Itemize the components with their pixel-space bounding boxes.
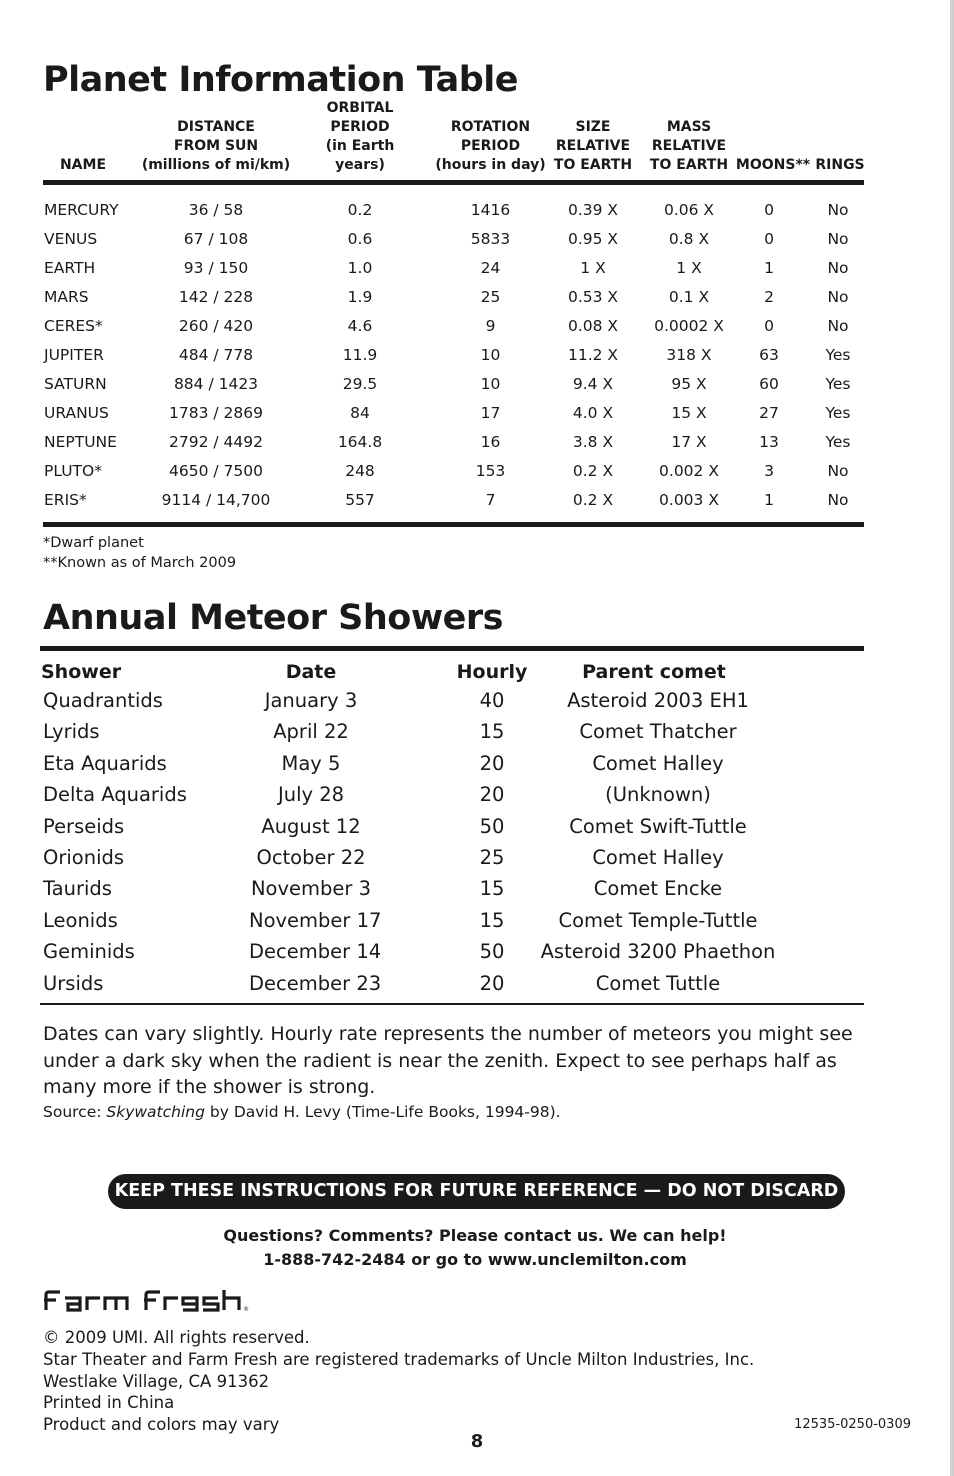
planet-moons: 2: [764, 288, 774, 306]
meteor-row: [40, 968, 864, 999]
planet-size: 4.0 X: [572, 404, 614, 422]
shower-date: November 17: [249, 908, 382, 932]
header-moons: MOONS**: [735, 157, 811, 173]
contact-line-1: Questions? Comments? Please contact us. We can help!: [223, 1226, 727, 1245]
planet-distance: 36 / 58: [188, 201, 244, 219]
planet-rings: No: [827, 230, 849, 248]
shower-hourly: 25: [479, 845, 505, 869]
farm-fresh-logo: [43, 1289, 265, 1317]
planet-size: 11.2 X: [567, 346, 619, 364]
header-orbital: ORBITAL PERIOD (in Earth years): [325, 100, 395, 173]
planet-mass: 0.002 X: [659, 462, 719, 480]
shower-hourly: 15: [479, 720, 505, 744]
meteor-description: Dates can vary slightly. Hourly rate represents the number of meteors you might see under a dark sky when the radient is near the zenith. Expect to see perhaps half as many more if the shower is strong.: [43, 1023, 853, 1098]
planet-name: CERES*: [44, 317, 103, 335]
meteor-row: [40, 873, 864, 904]
header-parent-comet: Parent comet: [582, 661, 726, 683]
header-hourly: Hourly: [456, 661, 528, 683]
planet-size: 0.2 X: [572, 491, 614, 509]
planet-distance: 93 / 150: [183, 259, 249, 277]
planet-mass: 15 X: [671, 404, 707, 422]
header-size: SIZE RELATIVE TO EARTH: [553, 119, 633, 173]
planet-table-body: [43, 185, 864, 527]
planet-distance: 67 / 108: [183, 230, 249, 248]
meteor-row: [40, 936, 864, 967]
planet-orbital-period: 1.0: [347, 259, 373, 277]
planet-rings: Yes: [825, 346, 851, 364]
page-number: 8: [470, 1431, 484, 1452]
planet-name: URANUS: [44, 404, 109, 422]
shower-date: July 28: [277, 783, 345, 807]
meteor-table-header: [40, 651, 864, 685]
shower-parent-comet: Comet Halley: [592, 751, 724, 775]
shower-date: April 22: [273, 720, 349, 744]
planet-distance: 884 / 1423: [173, 375, 259, 393]
planet-row: [43, 429, 864, 458]
planet-size: 1 X: [580, 259, 606, 277]
header-distance: DISTANCE FROM SUN (millions of mi/km): [141, 119, 291, 173]
shower-hourly: 50: [479, 814, 505, 838]
shower-name: Quadrantids: [43, 689, 163, 712]
planet-row: [43, 284, 864, 313]
meteor-source: [43, 1103, 561, 1121]
planet-mass: 0.1 X: [668, 288, 710, 306]
planet-orbital-period: 164.8: [337, 433, 383, 451]
header-rings: RINGS: [815, 157, 865, 173]
planet-row: [43, 197, 864, 226]
meteor-row: [40, 748, 864, 779]
planet-distance: 9114 / 14,700: [161, 491, 271, 509]
shower-hourly: 20: [479, 783, 505, 807]
registered-mark: ®: [243, 1306, 249, 1313]
contact-line-2: 1-888-742-2484 or go to www.unclemilton.com: [263, 1250, 687, 1269]
legal-line-4: Printed in China: [43, 1393, 175, 1413]
shower-parent-comet: Comet Thatcher: [579, 720, 737, 744]
shower-name: Leonids: [43, 908, 118, 932]
planet-rings: No: [827, 288, 849, 306]
shower-parent-comet: Asteroid 3200 Phaethon: [540, 940, 776, 964]
planet-moons: 1: [764, 259, 774, 277]
shower-date: May 5: [281, 751, 341, 775]
planet-mass: 0.003 X: [659, 491, 719, 509]
planet-size: 0.08 X: [567, 317, 619, 335]
planet-distance: 4650 / 7500: [169, 462, 263, 480]
shower-date: December 23: [249, 971, 382, 995]
planet-name: EARTH: [44, 259, 96, 277]
legal-line-1: © 2009 UMI. All rights reserved.: [43, 1328, 310, 1347]
planet-rotation-period: 16: [480, 433, 501, 451]
planet-mass: 318 X: [666, 346, 712, 364]
shower-date: January 3: [264, 689, 358, 712]
planet-distance: 1783 / 2869: [169, 404, 263, 422]
planet-mass: 17 X: [671, 433, 707, 451]
planet-mass: 0.06 X: [663, 201, 715, 219]
meteor-row: [40, 811, 864, 842]
planet-row: [43, 226, 864, 255]
meteor-table: [40, 646, 864, 1005]
planet-row: [43, 487, 864, 516]
planet-rings: Yes: [825, 404, 851, 422]
meteor-row: [40, 779, 864, 810]
note-dwarf: *Dwarf planet: [43, 535, 144, 551]
shower-parent-comet: Comet Encke: [593, 877, 723, 901]
shower-hourly: 40: [479, 689, 505, 712]
contact-info: [0, 1224, 950, 1272]
shower-hourly: 20: [479, 971, 505, 995]
shower-name: Perseids: [43, 814, 125, 838]
planet-orbital-period: 0.6: [347, 230, 373, 248]
planet-mass: 1 X: [676, 259, 702, 277]
legal-text: [43, 1327, 754, 1436]
planet-mass: 95 X: [671, 375, 707, 393]
planet-table: [43, 100, 865, 527]
planet-size: 9.4 X: [572, 375, 614, 393]
planet-moons: 60: [759, 375, 779, 393]
shower-date: August 12: [261, 814, 361, 838]
planet-rotation-period: 7: [485, 491, 496, 509]
shower-hourly: 20: [479, 751, 505, 775]
header-shower: Shower: [41, 661, 122, 683]
farm-fresh-logo-graphic: [43, 1289, 265, 1317]
planet-distance: 484 / 778: [178, 346, 254, 364]
planet-orbital-period: 248: [345, 462, 375, 480]
planet-orbital-period: 4.6: [347, 317, 373, 335]
planet-row: [43, 371, 864, 400]
planet-name: NEPTUNE: [44, 433, 117, 451]
page-edge: [950, 0, 954, 1476]
legal-line-5: Product and colors may vary: [43, 1415, 280, 1435]
shower-parent-comet: Comet Swift-Tuttle: [569, 814, 747, 838]
planet-moons: 0: [764, 230, 774, 248]
planet-table-title: Planet Information Table: [43, 60, 519, 100]
legal-line-2: Star Theater and Farm Fresh are registered trademarks of Uncle Milton Industries, Inc.: [43, 1349, 755, 1369]
planet-row: [43, 313, 864, 342]
source-suffix: by David H. Levy (Time-Life Books, 1994-98).: [204, 1103, 561, 1121]
shower-name: Taurids: [43, 877, 112, 901]
planet-mass: 0.0002 X: [654, 317, 724, 335]
planet-name: PLUTO*: [44, 462, 102, 480]
planet-rings: No: [827, 201, 849, 219]
shower-hourly: 15: [479, 877, 505, 901]
header-rotation: ROTATION PERIOD (hours in day): [435, 119, 546, 173]
planet-rings: No: [827, 259, 849, 277]
planet-rotation-period: 10: [480, 375, 501, 393]
header-mass: MASS RELATIVE TO EARTH: [649, 119, 729, 173]
planet-orbital-period: 557: [345, 491, 375, 509]
planet-orbital-period: 29.5: [342, 375, 378, 393]
shower-parent-comet: (Unknown): [605, 783, 711, 807]
shower-date: December 14: [249, 940, 382, 964]
planet-name: SATURN: [44, 375, 107, 393]
planet-orbital-period: 84: [350, 404, 370, 422]
planet-rotation-period: 1416: [470, 201, 511, 219]
meteor-table-title: Annual Meteor Showers: [43, 598, 504, 638]
planet-mass: 0.8 X: [668, 230, 710, 248]
planet-size: 0.2 X: [572, 462, 614, 480]
shower-parent-comet: Comet Tuttle: [595, 971, 721, 995]
planet-rotation-period: 10: [480, 346, 501, 364]
meteor-row: [40, 842, 864, 873]
planet-moons: 3: [764, 462, 774, 480]
meteor-row: [40, 685, 864, 716]
planet-moons: 1: [764, 491, 774, 509]
planet-rings: No: [827, 317, 849, 335]
shower-name: Orionids: [43, 845, 125, 869]
planet-distance: 260 / 420: [178, 317, 254, 335]
planet-row: [43, 400, 864, 429]
planet-moons: 0: [764, 201, 774, 219]
planet-rings: Yes: [825, 375, 851, 393]
shower-name: Eta Aquarids: [43, 751, 167, 775]
shower-parent-comet: Comet Temple-Tuttle: [558, 908, 758, 932]
planet-rotation-period: 153: [475, 462, 506, 480]
shower-parent-comet: Comet Halley: [592, 845, 724, 869]
planet-moons: 27: [759, 404, 779, 422]
meteor-table-body: [40, 685, 864, 1005]
note-moons: **Known as of March 2009: [43, 555, 237, 571]
shower-hourly: 15: [479, 908, 505, 932]
shower-date: November 3: [250, 877, 372, 901]
planet-rotation-period: 25: [480, 288, 501, 306]
planet-rotation-period: 9: [485, 317, 496, 335]
keep-instructions-banner: KEEP THESE INSTRUCTIONS FOR FUTURE REFERENCE — DO NOT DISCARD: [108, 1174, 845, 1209]
planet-name: ERIS*: [44, 491, 87, 509]
product-code: 12535-0250-0309: [794, 1417, 911, 1432]
legal-line-3: Westlake Village, CA 91362: [43, 1371, 270, 1391]
planet-moons: 0: [764, 317, 774, 335]
shower-name: Lyrids: [43, 720, 100, 744]
shower-name: Ursids: [43, 971, 104, 995]
planet-name: MERCURY: [44, 201, 119, 219]
meteor-row: [40, 716, 864, 747]
planet-distance: 2792 / 4492: [169, 433, 263, 451]
shower-name: Delta Aquarids: [43, 783, 187, 807]
planet-size: 0.95 X: [567, 230, 619, 248]
planet-row: [43, 458, 864, 487]
planet-rotation-period: 17: [480, 404, 501, 422]
planet-orbital-period: 1.9: [347, 288, 373, 306]
planet-moons: 63: [759, 346, 779, 364]
shower-parent-comet: Asteroid 2003 EH1: [567, 689, 749, 712]
planet-table-header: [43, 100, 865, 185]
planet-row: [43, 255, 864, 284]
source-book: Skywatching: [106, 1103, 205, 1121]
planet-name: VENUS: [44, 230, 98, 248]
source-prefix: Source:: [43, 1103, 107, 1121]
planet-rings: No: [827, 462, 849, 480]
planet-size: 0.39 X: [567, 201, 619, 219]
planet-rotation-period: 24: [480, 259, 501, 277]
planet-rotation-period: 5833: [470, 230, 511, 248]
planet-distance: 142 / 228: [178, 288, 254, 306]
planet-name: MARS: [44, 288, 89, 306]
shower-date: October 22: [256, 845, 366, 869]
planet-notes: [43, 533, 236, 573]
planet-orbital-period: 11.9: [342, 346, 378, 364]
planet-moons: 13: [759, 433, 779, 451]
shower-hourly: 50: [479, 940, 505, 964]
planet-size: 3.8 X: [572, 433, 614, 451]
shower-name: Geminids: [43, 940, 135, 964]
planet-orbital-period: 0.2: [347, 201, 373, 219]
planet-row: [43, 342, 864, 371]
planet-rings: Yes: [825, 433, 851, 451]
planet-name: JUPITER: [44, 346, 104, 364]
meteor-row: [40, 905, 864, 936]
header-date: Date: [285, 661, 337, 683]
planet-rings: No: [827, 491, 849, 509]
planet-size: 0.53 X: [567, 288, 619, 306]
header-name: NAME: [59, 157, 107, 173]
